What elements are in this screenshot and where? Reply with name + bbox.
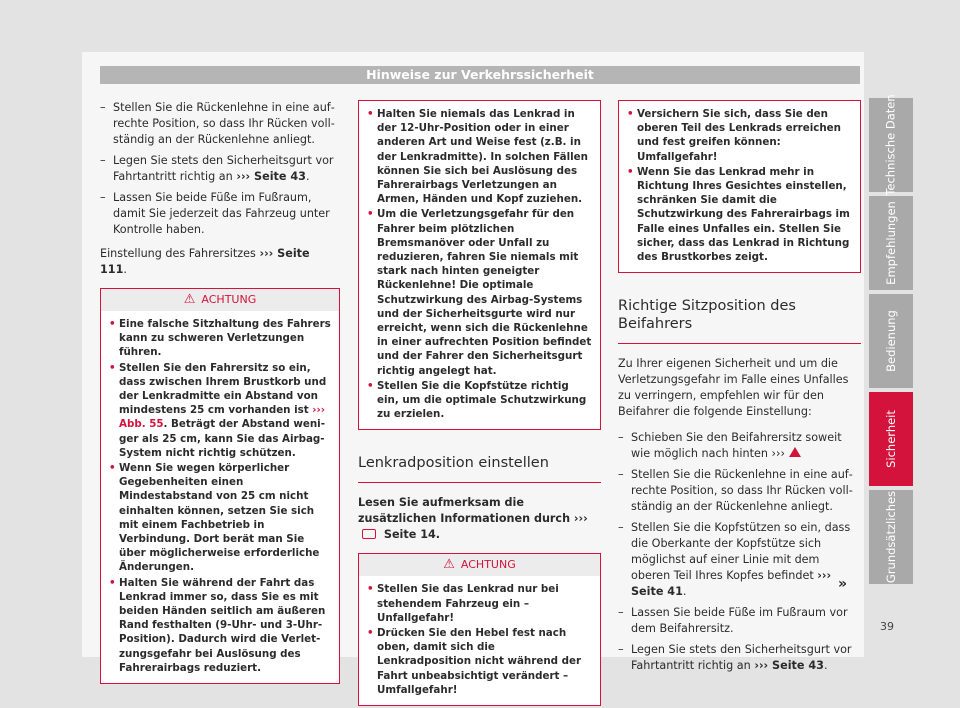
page-header: Hinweise zur Verkehrssicherheit: [100, 66, 860, 84]
warning-box-continued: [358, 100, 601, 430]
warning-body: [101, 311, 339, 683]
column-middle: [358, 100, 601, 706]
list-item: – Stellen Sie die Kopfstützen so ein, dass die Oberkante der Kopfstütze sich möglichst auf einer Linie mit dem oberen Teil Ihres Kopfes befindet ››› Seite 41.: [618, 520, 861, 600]
figure-reference-link[interactable]: ››› Abb. 55: [119, 404, 325, 431]
page-reference-link[interactable]: ››› Seite 43: [236, 170, 306, 183]
paragraph: Einstellung des Fahrersitzes ››› Seite 111.: [100, 247, 310, 276]
warning-item: • Stellen Sie das Lenkrad nur bei stehendem Fahrzeug ein – Unfallgefahr!: [367, 582, 592, 625]
warning-triangle-icon[interactable]: [789, 447, 801, 457]
warning-item: • Wenn Sie wegen körperlicher Gegebenheiten einen Mindestabstand von 25 cm nicht einhalten können, setzen Sie sich mit einem Fachbetrieb in Verbindung. Dort berät man Sie über möglicherweise erforderliche Änderungen.: [109, 461, 331, 575]
page-reference-link[interactable]: ››› Seite 41: [631, 569, 832, 599]
book-icon: [362, 529, 376, 539]
list-item: – Stellen Sie die Rückenlehne in eine aufrechte Position, so dass Ihr Rücken vollständig an der Rückenlehne anliegt.: [618, 467, 861, 515]
warning-item: • Eine falsche Sitzhaltung des Fahrers kann zu schweren Verletzungen führen.: [109, 317, 331, 360]
page-reference-link[interactable]: ››› Seite 43: [754, 659, 824, 673]
list-item: – Lassen Sie beide Füße im Fußraum, damit Sie jederzeit das Fahrzeug unter Kontrolle haben.: [100, 190, 340, 238]
section-title: Richtige Sitzposition des Beifahrers: [618, 297, 861, 344]
warning-item: • Halten Sie während der Fahrt das Lenkrad immer so, dass Sie es mit beiden Händen seitlich am äußeren Rand festhalten (9-Uhr- und 3-Uhr-Position). Dadurch wird die Verletzungsgefahr bei Auslösung des Fahrerairbags reduziert.: [109, 576, 331, 675]
page-number: 39: [880, 620, 894, 633]
warning-header: ⚠ ACHTUNG: [101, 289, 339, 311]
intro-paragraph: Lesen Sie aufmerksam die zusätzlichen Informationen durch ››› Seite 14.: [358, 496, 588, 542]
tab-technische-daten[interactable]: Technische Daten: [869, 98, 913, 192]
tab-bedienung[interactable]: Bedienung: [869, 294, 913, 388]
list-item: – Lassen Sie beide Füße im Fußraum vor dem Beifahrersitz.: [618, 605, 861, 637]
warning-triangle-icon: ⚠: [183, 292, 196, 307]
warning-body: [619, 101, 860, 272]
warning-header: ⚠ ACHTUNG: [359, 554, 600, 576]
warning-box-continued: [618, 100, 861, 273]
tab-empfehlungen[interactable]: Empfehlungen: [869, 196, 913, 290]
list-item: – Schieben Sie den Beifahrersitz soweit wie möglich nach hinten ›››: [618, 430, 861, 462]
tab-grundsaetzliches[interactable]: Grundsätzliches: [869, 490, 913, 584]
warning-item: • Stellen Sie den Fahrersitz so ein, dass zwischen Ihrem Brustkorb und der Lenkradmitte ein Abstand von mindestens 25 cm vorhanden ist ››› Abb. 55. Beträgt der Abstand weniger als 25 cm, kann Sie das Airbag-System nicht richtig schützen.: [109, 361, 331, 460]
list-item: – Legen Sie stets den Sicherheitsgurt vor Fahrtantritt richtig an ››› Seite 43.: [618, 642, 861, 674]
column-right: [618, 100, 861, 679]
continue-arrow-icon: »: [838, 576, 848, 592]
warning-body: [359, 101, 600, 429]
list-item: – Legen Sie stets den Sicherheitsgurt vor Fahrtantritt richtig an ››› Seite 43.: [100, 153, 340, 185]
warning-box: [358, 553, 601, 706]
warning-triangle-icon: ⚠: [443, 557, 455, 573]
warning-item: • Versichern Sie sich, dass Sie den oberen Teil des Lenkrads erreichen und fest greifen können: Umfallgefahr!: [627, 107, 852, 164]
list-item: – Stellen Sie die Rückenlehne in eine aufrechte Position, so dass Ihr Rücken vollständig an der Rückenlehne anliegt.: [100, 100, 340, 148]
warning-item: • Halten Sie niemals das Lenkrad in der 12-Uhr-Position oder in einer anderen Art und Weise fest (z.B. in der Lenkradmitte). In solchen Fällen können Sie sich bei Auslösung des Fahrerairbags Verletzungen an Armen, Händen und Kopf zuziehen.: [367, 107, 592, 206]
paragraph: Zu Ihrer eigenen Sicherheit und um die Verletzungsgefahr im Falle eines Unfalles zu verringern, empfehlen wir für den Beifahrer die folgende Einstellung:: [618, 357, 849, 419]
warning-item: • Um die Verletzungsgefahr für den Fahrer beim plötzlichen Bremsmanöver oder Unfall zu reduzieren, fahren Sie niemals mit stark nach hinten geneigter Rückenlehne! Die optimale Schutzwirkung des Airbag-Systems und der Sicherheitsgurte wird nur erreicht, wenn sich die Rückenlehne in einer aufrechten Position befindet und der Fahrer den Sicherheitsgurt richtig angelegt hat.: [367, 207, 592, 377]
column-left: [100, 100, 340, 684]
warning-item: • Wenn Sie das Lenkrad mehr in Richtung Ihres Gesichtes einstellen, schränken Sie damit die Schutzwirkung des Fahrerairbags im Falle eines Unfalles ein. Stellen Sie sicher, dass das Lenkrad in Richtung des Brustkorbes zeigt.: [627, 165, 852, 264]
page-reference-link[interactable]: Seite 14: [380, 528, 436, 542]
warning-body: [359, 576, 600, 705]
warning-item: • Stellen Sie die Kopfstütze richtig ein, um die optimale Schutzwirkung zu erzielen.: [367, 379, 592, 422]
tab-sicherheit[interactable]: Sicherheit: [869, 392, 913, 486]
warning-item: • Drücken Sie den Hebel fest nach oben, damit sich die Lenkradposition nicht während der Fahrt unbeabsichtigt verändert – Umfallgefahr!: [367, 626, 592, 697]
page-reference-link[interactable]: ››› Seite 111: [100, 247, 310, 276]
warning-box: [100, 288, 340, 684]
section-title: Lenkradposition einstellen: [358, 454, 601, 483]
